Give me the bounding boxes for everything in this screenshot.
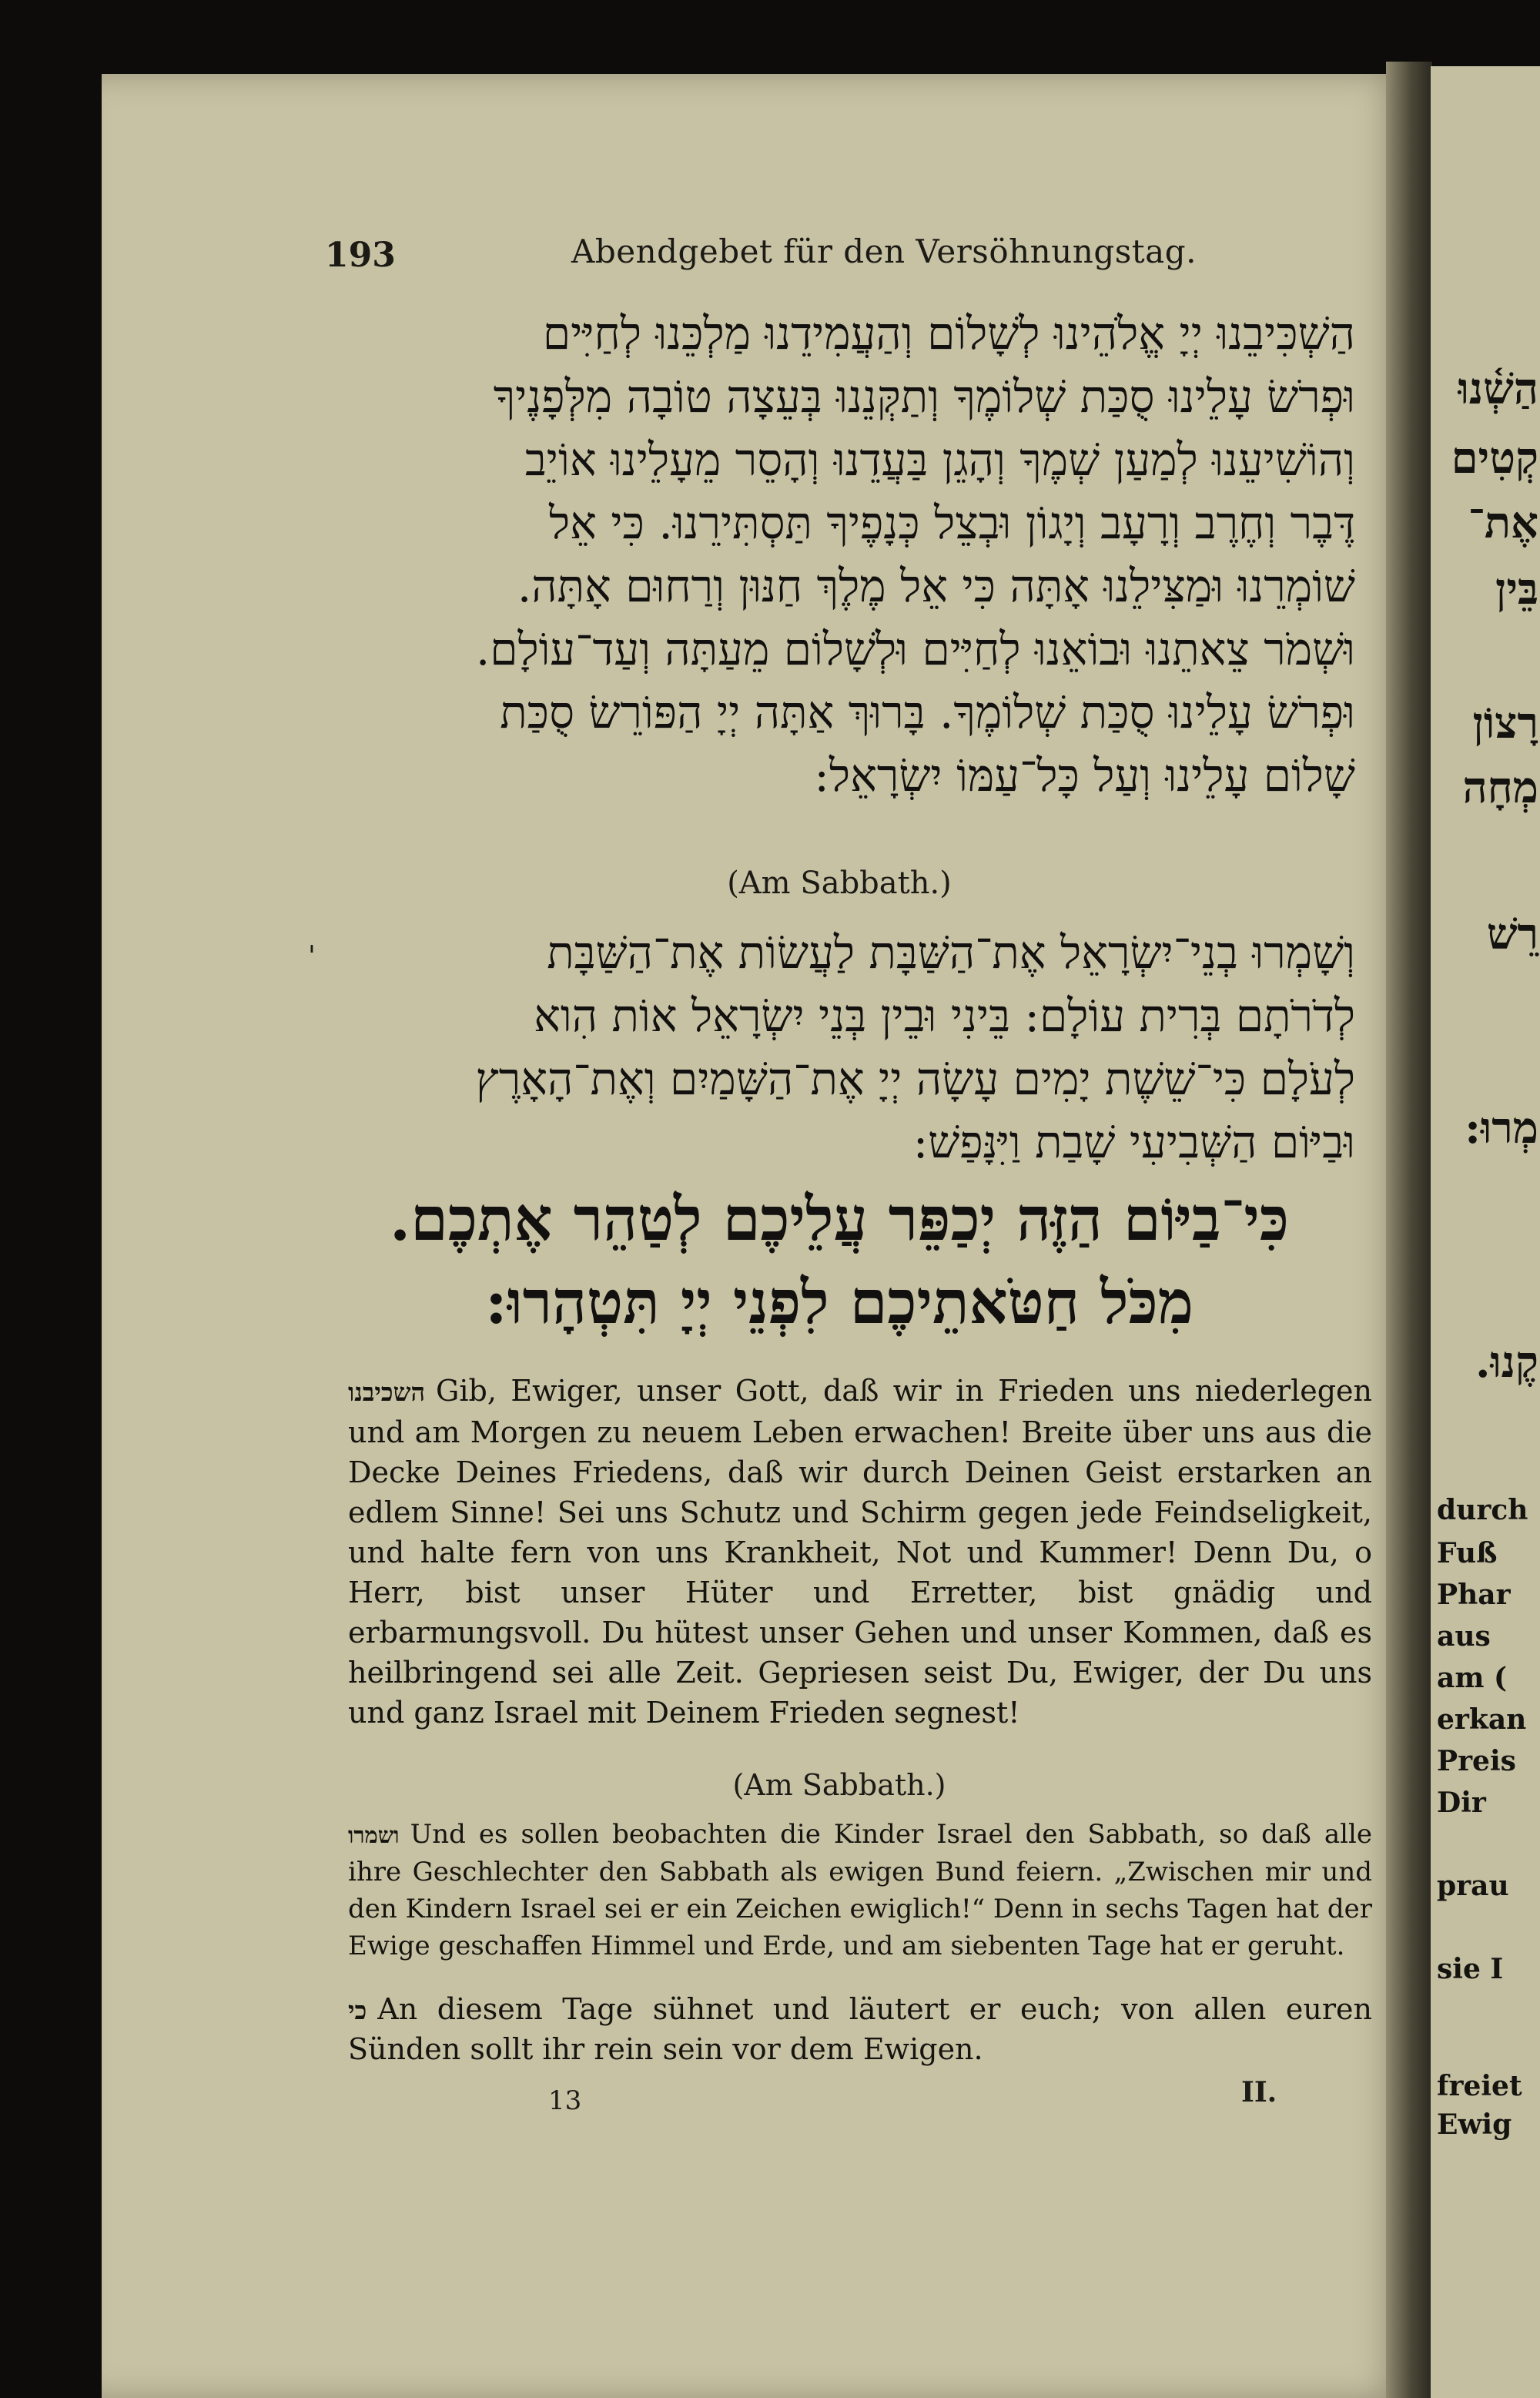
hebrew-verse-large — [308, 1178, 1371, 1345]
next-page-edge — [1431, 66, 1540, 2398]
next-page-german-fragment: sie I — [1437, 1953, 1504, 1985]
next-page-hebrew-fragment: רֵשׁ — [1486, 909, 1538, 960]
page-number: 193 — [325, 236, 396, 275]
next-page-german-fragment: am ( — [1437, 1662, 1507, 1694]
german-translation-hashkiveinu — [348, 1371, 1372, 1733]
next-page-german-fragment: Dir — [1437, 1787, 1486, 1819]
section-label-sabbath: (Am Sabbath.) — [727, 866, 952, 901]
next-page-german-fragment: aus — [1437, 1620, 1491, 1653]
translation-text: An diesem Tage sühnet und läutert er euch; von allen euren Sünden sollt ihr rein sein vor dem Ewigen. — [348, 1992, 1372, 2066]
hebrew-line: לְעֹלָם כִּי־שֵׁשֶׁת יָמִים עָשָׂה יְיָ אֶת־הַשָּׁמַיִם וְאֶת־הָאָרֶץ — [475, 1053, 1355, 1105]
hebrew-prayer-hashkiveinu — [323, 302, 1355, 807]
page-header — [225, 228, 1380, 282]
hebrew-verse-line: מִכֹּל חַטֹּאתֵיכֶם לִפְנֵי יְיָ תִּטְהָרוּ: — [485, 1268, 1194, 1338]
next-page-german-fragment: prau — [1437, 1870, 1509, 1902]
hebrew-line: וּפְרֹשׂ עָלֵינוּ סֻכַּת שְׁלוֹמֶךָ וְתַקְּנֵנוּ בְּעֵצָה טוֹבָה מִלְּפָנֶיךָ — [493, 370, 1355, 423]
hebrew-line: שָׁלוֹם עָלֵינוּ וְעַל כָּל־עַמּוֹ יִשְׂרָאֵל: — [814, 749, 1355, 802]
next-page-hebrew-fragment: מְרוּ: — [1465, 1103, 1538, 1154]
next-page-hebrew-fragment: מְחָה — [1462, 762, 1538, 813]
next-page-hebrew-fragment: בֵּין — [1495, 564, 1538, 615]
hebrew-marker: השכיבנו — [348, 1378, 426, 1407]
hebrew-line: וְהוֹשִׁיעֵנוּ לְמַעַן שְׁמֶךָ וְהָגֵן בַּעֲדֵנוּ וְהָסֵר מֵעָלֵינוּ אוֹיֵב — [524, 434, 1355, 486]
next-page-german-fragment: freiet — [1437, 2070, 1522, 2102]
hebrew-line: שׁוֹמְרֵנוּ וּמַצִּילֵנוּ אָתָּה כִּי אֵל מֶלֶךְ חַנּוּן וְרַחוּם אָתָּה. — [517, 560, 1355, 612]
section-label-sabbath: (Am Sabbath.) — [732, 1768, 946, 1802]
hebrew-line: וּשְׁמֹר צֵאתֵנוּ וּבוֹאֵנוּ לְחַיִּים וּלְשָׁלוֹם מֵעַתָּה וְעַד־עוֹלָם. — [475, 623, 1355, 675]
german-translation-veshamru — [348, 1816, 1372, 1964]
next-page-german-fragment: Ewig — [1437, 2108, 1512, 2141]
signature-number: 13 — [548, 2085, 582, 2116]
hebrew-marker: כי — [348, 1996, 367, 2025]
hebrew-line: דֶּבֶר וְחֶרֶב וְרָעָב וְיָגוֹן וּבְצֵל כְּנָפֶיךָ תַּסְתִּירֵנוּ. כִּי אֵל — [548, 497, 1355, 549]
hebrew-prayer-veshamru — [323, 921, 1355, 1174]
stray-mark: ' — [308, 941, 316, 973]
hebrew-line: הַשְׁכִּיבֵנוּ יְיָ אֱלֹהֵינוּ לְשָׁלוֹם וְהַעֲמִידֵנוּ מַלְכֵּנוּ לְחַיִּים — [542, 307, 1355, 360]
next-page-german-fragment: Fuß — [1437, 1537, 1498, 1569]
next-page-german-fragment: erkan — [1437, 1703, 1527, 1736]
translation-text: Gib, Ewiger, unser Gott, daß wir in Frieden uns niederlegen und am Morgen zu neuem Leben erwachen! Breite über uns aus die Decke Deines Friedens, daß wir durch Deinen Geist erstarken an edlem Sinne! Sei uns Schutz und Schirm gegen jede Feindseligkeit, und halte fern von uns Krankheit, Not und Kummer! Denn Du, o Herr, bist unser Hüter und Erretter, bist gnädig und erbarmungsvoll. Du hütest unser Gehen und unser Kommen, daß es heilbringend sei alle Zeit. Gepriesen seist Du, Ewiger, der Du uns und ganz Israel mit Deinem Frieden segnest! — [348, 1374, 1372, 1730]
hebrew-marker: ושמרו — [348, 1822, 400, 1848]
hebrew-line: וּבַיּוֹם הַשְּׁבִיעִי שָׁבַת וַיִּנָּפַשׁ: — [912, 1116, 1355, 1168]
next-page-german-fragment: Phar — [1437, 1579, 1511, 1611]
next-page-hebrew-fragment: קֶנוּ. — [1475, 1337, 1538, 1388]
next-page-german-fragment: durch — [1437, 1494, 1528, 1526]
volume-mark: II. — [1241, 2076, 1277, 2108]
translation-text: Und es sollen beobachten die Kinder Israel den Sabbath, so daß alle ihre Geschlechter den Sabbath als ewigen Bund feiern. „Zwischen mir und den Kindern Israel sei er ein Zeichen ewiglich!“ Denn in sechs Tagen hat der Ewige geschaffen Himmel und Erde, und am siebenten Tage hat er geruht. — [348, 1819, 1372, 1961]
book-gutter — [1386, 62, 1432, 2398]
next-page-hebrew-fragment: קְטִים — [1451, 433, 1538, 484]
hebrew-line: לְדֹרֹתָם בְּרִית עוֹלָם: בֵּינִי וּבֵין בְּנֵי יִשְׂרָאֵל אוֹת הִוא — [534, 990, 1355, 1042]
running-title: Abendgebet für den Versöhnungstag. — [571, 233, 1197, 270]
hebrew-line: וּפְרֹשׂ עָלֵינוּ סֻכַּת שְׁלוֹמֶךָ. בָּרוּךְ אַתָּה יְיָ הַפּוֹרֵשׂ סֻכַּת — [500, 686, 1355, 738]
german-translation-ki-vayom — [348, 1990, 1372, 2068]
next-page-german-fragment: Preis — [1437, 1745, 1516, 1777]
next-page-hebrew-fragment: רָצוֹן — [1472, 698, 1538, 749]
hebrew-line: וְשָׁמְרוּ בְנֵי־יִשְׂרָאֵל אֶת־הַשַּׁבָּת לַעֲשׂוֹת אֶת־הַשַּׁבָּת — [547, 926, 1355, 979]
next-page-hebrew-fragment: אֶת־ — [1468, 497, 1538, 548]
hebrew-verse-line: כִּי־בַיּוֹם הַזֶּה יְכַפֵּר עֲלֵיכֶם לְטַהֵר אֶתְכֶם. — [390, 1184, 1289, 1254]
next-page-hebrew-fragment: הַשְׁ֫נוּ — [1458, 363, 1538, 414]
